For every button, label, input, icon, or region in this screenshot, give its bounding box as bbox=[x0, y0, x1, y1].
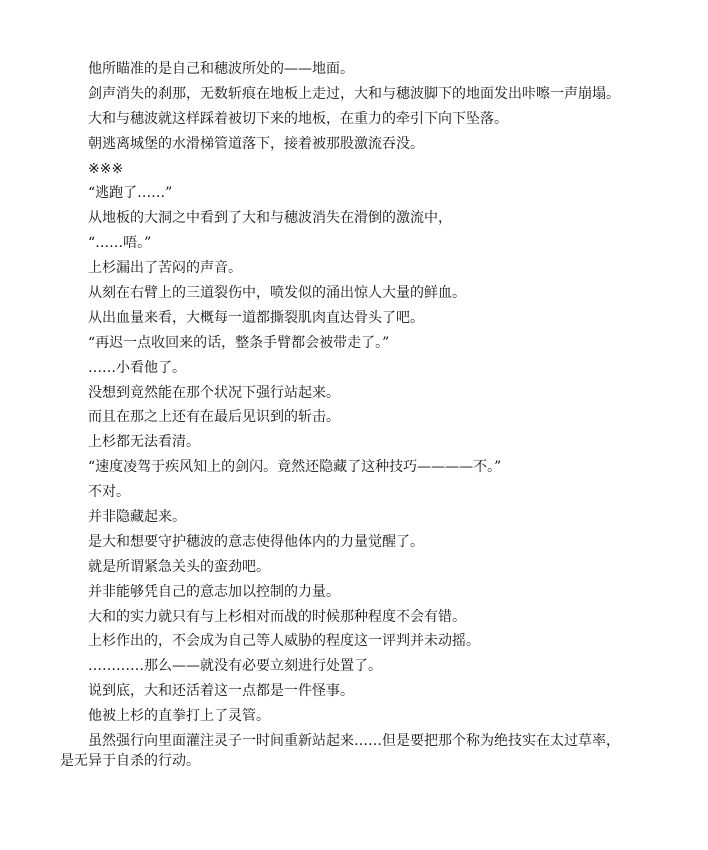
paragraph-9: 上杉漏出了苦闷的声音。 bbox=[88, 260, 242, 277]
paragraph-23: 大和的实力就只有与上杉相对而战的时候那种程度不会有错。 bbox=[88, 608, 466, 625]
paragraph-20: 是大和想要守护穗波的意志使得他体内的力量觉醒了。 bbox=[88, 533, 424, 550]
paragraph-12: “再迟一点收回来的话，整条手臂都会被带走了。” bbox=[88, 334, 390, 351]
paragraph-24: 上杉作出的，不会成为自己等人威胁的程度这一评判并未动摇。 bbox=[88, 633, 480, 650]
paragraph-16: 上杉都无法看清。 bbox=[88, 434, 200, 451]
paragraph-19: 并非隐藏起来。 bbox=[88, 509, 186, 526]
paragraph-15: 而且在那之上还有在最后见识到的斩击。 bbox=[88, 409, 340, 426]
paragraph-18: 不对。 bbox=[88, 484, 130, 501]
paragraph-10: 从刻在右臂上的三道裂伤中，喷发似的涌出惊人大量的鲜血。 bbox=[88, 285, 466, 302]
paragraph-8: “……唔。” bbox=[88, 235, 152, 252]
paragraph-27: 他被上杉的直拳打上了灵管。 bbox=[88, 708, 270, 725]
paragraph-28: 虽然强行向里面灌注灵子一时间重新站起来……但是要把那个称为绝技实在太过草率，是无异于自杀的行动。 bbox=[60, 733, 620, 769]
paragraph-2: 剑声消失的刹那，无数斩痕在地板上走过，大和与穗波脚下的地面发出咔嚓一声崩塌。 bbox=[88, 85, 620, 102]
paragraph-3: 大和与穗波就这样踩着被切下来的地板，在重力的牵引下向下坠落。 bbox=[88, 110, 508, 127]
paragraph-4: 朝逃离城堡的水滑梯管道落下，接着被那股激流吞没。 bbox=[88, 135, 424, 152]
paragraph-26: 说到底，大和还活着这一点都是一件怪事。 bbox=[88, 683, 354, 700]
paragraph-22: 并非能够凭自己的意志加以控制的力量。 bbox=[88, 583, 340, 600]
paragraph-14: 没想到竟然能在那个状况下强行站起来。 bbox=[88, 384, 340, 401]
paragraph-11: 从出血量来看，大概每一道都撕裂肌肉直达骨头了吧。 bbox=[88, 309, 424, 326]
paragraph-21: 就是所谓紧急关头的蛮劲吧。 bbox=[88, 558, 270, 575]
paragraph-1: 他所瞄准的是自己和穗波所处的——地面。 bbox=[88, 61, 354, 77]
paragraph-17: “速度凌驾于疾风知上的剑闪。竟然还隐藏了这种技巧————不。” bbox=[88, 459, 502, 476]
paragraph-13: ……小看他了。 bbox=[88, 359, 186, 376]
paragraph-6: “逃跑了……” bbox=[88, 185, 173, 202]
paragraph-7: 从地板的大洞之中看到了大和与穗波消失在滑倒的激流中， bbox=[88, 210, 452, 227]
paragraph-25: …………那么——就没有必要立刻进行处置了。 bbox=[88, 658, 382, 675]
scene-break: ※※※ bbox=[88, 160, 124, 177]
